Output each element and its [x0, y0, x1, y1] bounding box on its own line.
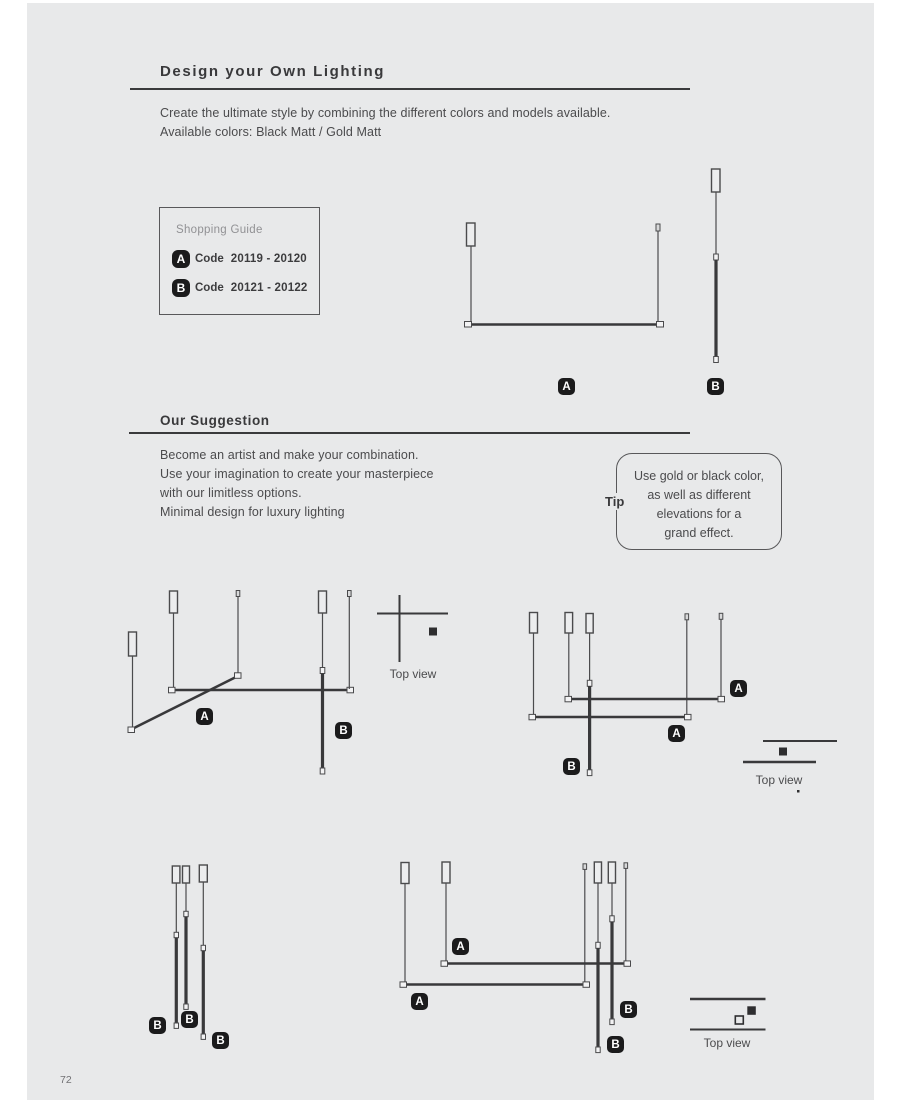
- ceiling-canister: [183, 866, 190, 883]
- ceiling-connector: [719, 613, 723, 619]
- canopy-marker: [779, 748, 787, 756]
- ceiling-connector: [583, 864, 587, 870]
- ceiling-canister: [170, 591, 178, 613]
- suggestion-title: Our Suggestion: [160, 413, 270, 428]
- ceiling-connector: [624, 863, 628, 869]
- top-view-label-2: Top view: [755, 773, 803, 787]
- bar-end-cap: [174, 1023, 178, 1028]
- ceiling-connector: [236, 591, 240, 597]
- shopping-guide-title: Shopping Guide: [176, 224, 263, 236]
- top-view-3-diagram: [690, 999, 766, 1030]
- ceiling-canister: [608, 862, 615, 883]
- bar-end-cap: [596, 1047, 600, 1053]
- bar-end-cap: [587, 770, 592, 776]
- ceiling-canister: [565, 613, 573, 634]
- bar-end-connector: [465, 322, 472, 328]
- canopy-marker: [429, 628, 437, 636]
- bar-end-connector: [347, 687, 354, 693]
- bar-end-connector: [169, 687, 176, 693]
- suggestion-paragraph: [160, 446, 434, 522]
- ceiling-connector: [685, 614, 689, 620]
- combo1-b-badge: B: [335, 722, 352, 739]
- ceiling-canister: [442, 862, 450, 883]
- page-title: Design your Own Lighting: [160, 63, 386, 80]
- bar-connector: [610, 916, 614, 922]
- bar-end-connector: [529, 714, 536, 719]
- bar-end-connector: [657, 322, 664, 328]
- combo3-b2-badge: B: [181, 1011, 198, 1028]
- tip-line-3: elevations for a: [656, 507, 742, 521]
- combo4-b1-badge: B: [620, 1001, 637, 1018]
- badge-a-icon: A: [172, 250, 190, 268]
- combo2-b-badge: B: [563, 758, 580, 775]
- ceiling-canister: [594, 862, 601, 883]
- bar-end-cap: [201, 1034, 205, 1039]
- bar-end-connector: [685, 714, 692, 719]
- combo3-b1-badge: B: [149, 1017, 166, 1034]
- bar-end-connector: [624, 961, 631, 966]
- bar-end-cap: [184, 1004, 188, 1009]
- intro-line-1: Create the ultimate style by combining the different colors and models available.: [160, 106, 611, 120]
- code-range-b: 20121 - 20122: [230, 282, 308, 294]
- combo2-a2-badge: A: [668, 725, 685, 742]
- ceiling-canister: [712, 169, 721, 192]
- combo1-a-badge: A: [196, 708, 213, 725]
- code-range-a: 20119 - 20120: [230, 253, 307, 265]
- ceiling-canister: [129, 632, 137, 656]
- bar-end-connector: [400, 982, 407, 987]
- tip-line-2: as well as different: [647, 488, 751, 502]
- bar-end-cap: [714, 357, 719, 363]
- ceiling-connector: [656, 224, 660, 231]
- tip-line-4: grand effect.: [664, 526, 734, 540]
- suggestion-line-2: Use your imagination to create your masterpiece: [160, 467, 434, 481]
- combo3-b3-badge: B: [212, 1032, 229, 1049]
- ceiling-canister: [530, 613, 538, 634]
- top-view-label-1: Top view: [389, 667, 437, 681]
- diagonal-light-bar: [131, 676, 239, 730]
- model-b-badge: B: [707, 378, 724, 395]
- ceiling-canister: [199, 865, 207, 882]
- bar-end-connector: [718, 696, 725, 701]
- bar-connector: [201, 945, 205, 950]
- combination-1-diagram: [128, 591, 354, 775]
- pendant-model-b-diagram: [712, 169, 721, 363]
- ceiling-canister: [586, 614, 593, 634]
- bar-connector: [714, 254, 719, 260]
- bar-connector: [184, 911, 188, 916]
- bar-connector: [320, 668, 325, 674]
- top-view-1-diagram: [377, 595, 448, 662]
- bar-end-connector: [583, 982, 590, 987]
- combo4-a1-badge: A: [452, 938, 469, 955]
- bar-end-cap: [610, 1019, 614, 1025]
- page-number: 72: [60, 1074, 72, 1086]
- canopy-marker-filled: [747, 1006, 756, 1015]
- combo2-a-badge: A: [730, 680, 747, 697]
- dot-marker: [797, 790, 800, 793]
- suggestion-line-3: with our limitless options.: [160, 486, 302, 500]
- ceiling-canister: [467, 223, 476, 246]
- combination-4-diagram: [400, 862, 631, 1053]
- tip-label: Tip: [601, 493, 628, 510]
- combo4-b2-badge: B: [607, 1036, 624, 1053]
- combination-2-diagram: [529, 613, 725, 776]
- suggestion-line-1: Become an artist and make your combination.: [160, 448, 419, 462]
- bar-end-connector: [565, 696, 572, 701]
- ceiling-canister: [401, 863, 409, 884]
- tip-line-1: Use gold or black color,: [634, 469, 764, 483]
- suggestion-rule: [129, 432, 690, 434]
- code-label: Code: [195, 282, 224, 294]
- ceiling-canister: [319, 591, 327, 613]
- combo4-a2-badge: A: [411, 993, 428, 1010]
- canopy-marker-open: [735, 1016, 743, 1024]
- bar-end-cap: [320, 768, 325, 774]
- tip-box: [616, 453, 782, 550]
- intro-line-2: Available colors: Black Matt / Gold Matt: [160, 125, 382, 139]
- badge-b-icon: B: [172, 279, 190, 297]
- top-view-label-3: Top view: [703, 1036, 751, 1050]
- ceiling-connector: [348, 591, 352, 597]
- bar-connector: [587, 680, 592, 686]
- bar-connector: [174, 932, 178, 937]
- pendant-model-a-diagram: [465, 223, 664, 327]
- bar-end-connector: [235, 673, 242, 679]
- suggestion-line-4: Minimal design for luxury lighting: [160, 505, 345, 519]
- ceiling-canister: [172, 866, 180, 883]
- bar-connector: [596, 942, 600, 948]
- bar-end-connector: [441, 961, 448, 966]
- bar-end-connector: [128, 727, 135, 733]
- code-label: Code: [195, 253, 224, 265]
- model-a-badge: A: [558, 378, 575, 395]
